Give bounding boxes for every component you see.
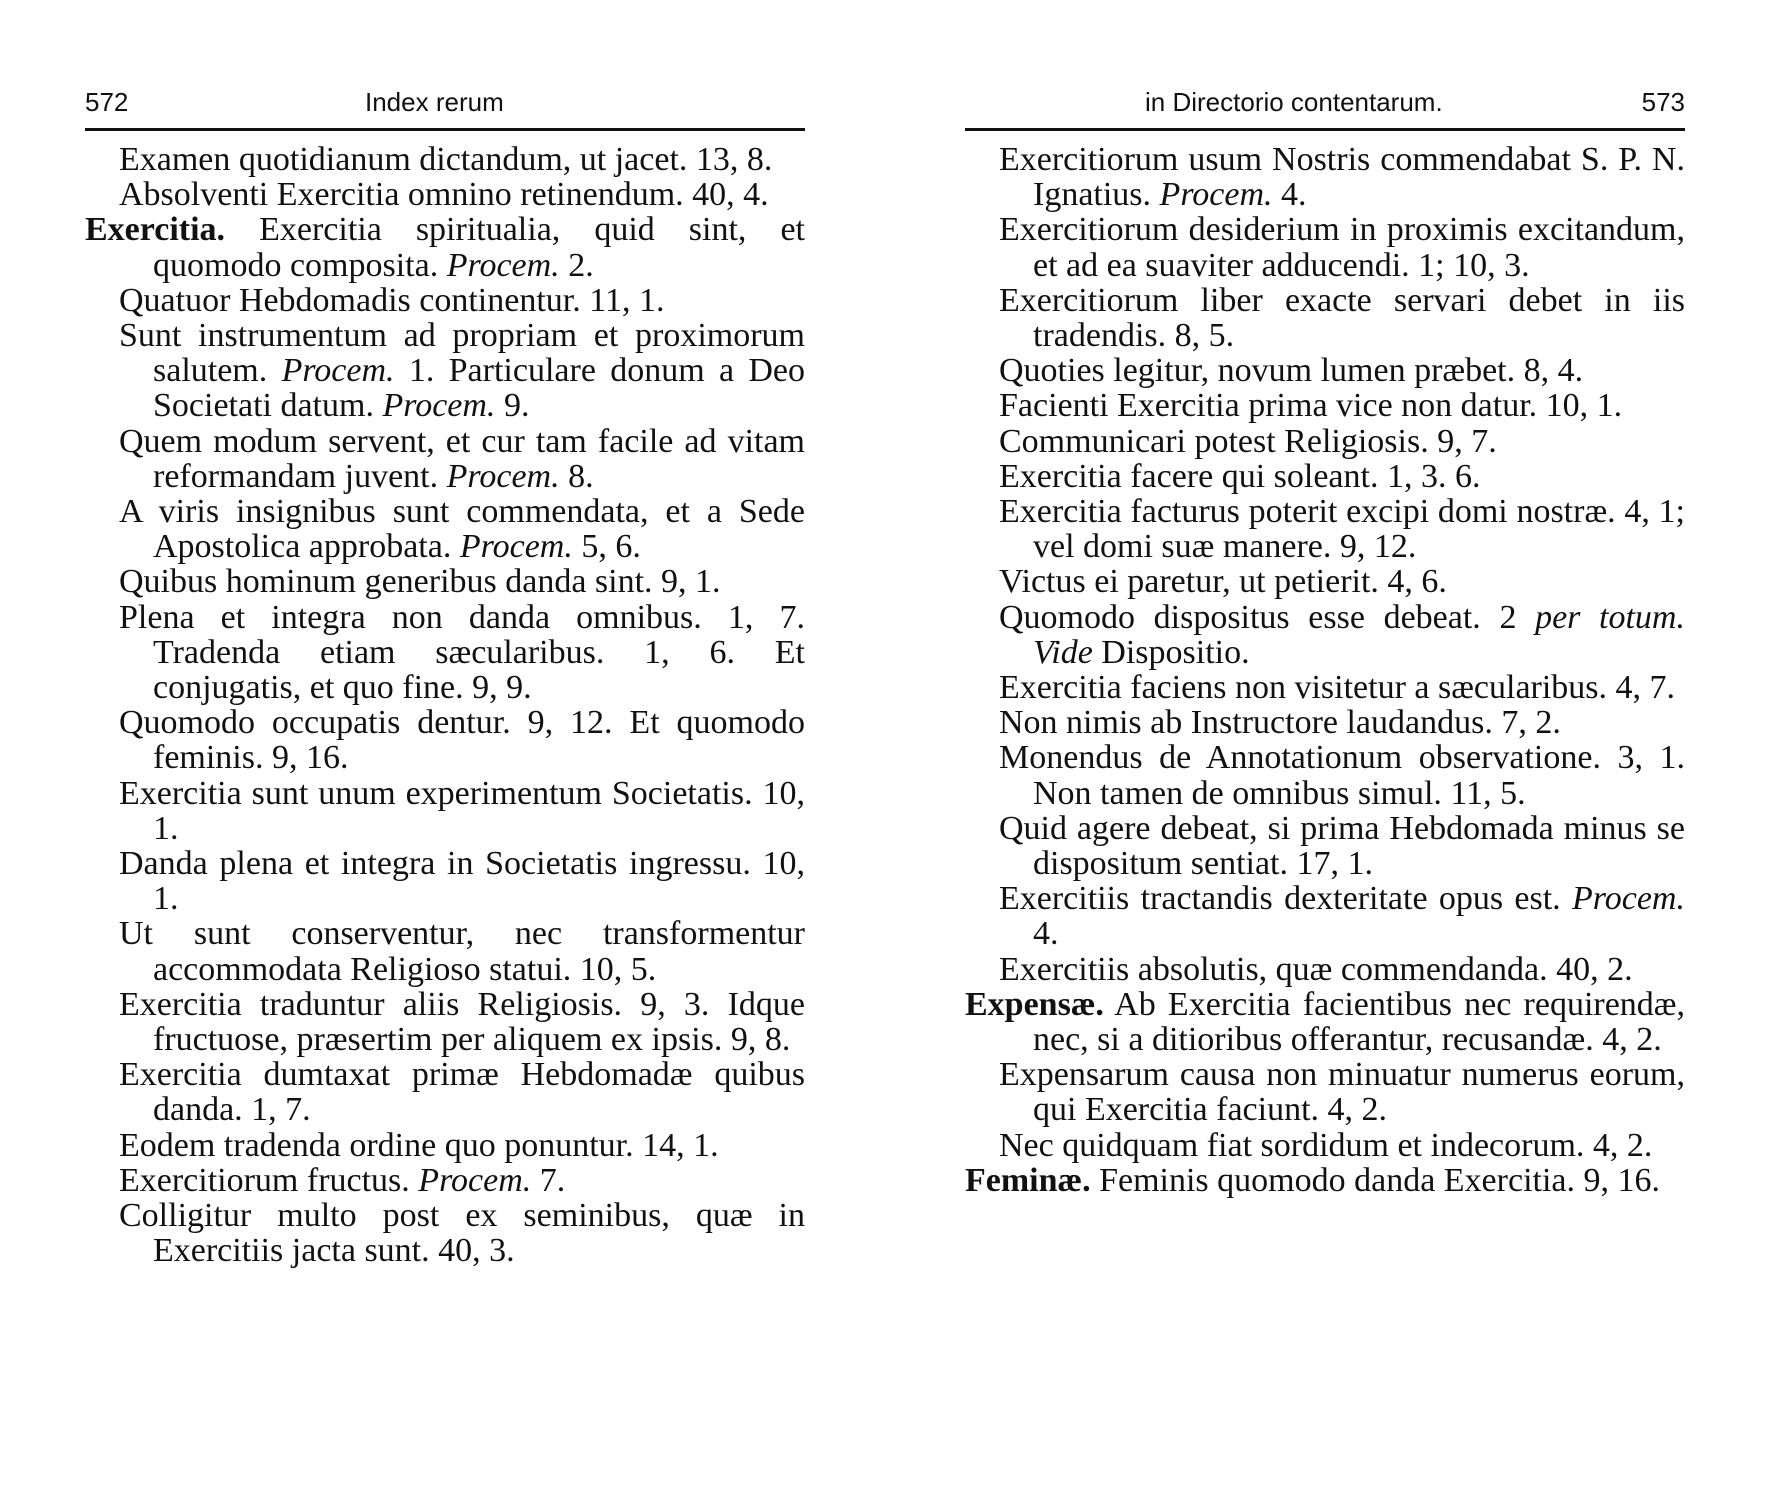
- index-entry: Expensarum causa non minuatur numerus eorum, qui Exercitia faciunt. 4, 2.: [999, 1056, 1685, 1129]
- right-page: [965, 0, 1685, 1500]
- page-header: [85, 82, 805, 122]
- index-entry: Quibus hominum generibus danda sint. 9, 1.: [119, 563, 721, 601]
- index-headword: Feminæ.: [965, 1161, 1091, 1199]
- index-main-entry: Exercitia. Exercitia spiritualia, quid sint, et quomodo composita. Procem. 2.: [85, 211, 805, 284]
- index-entry: Eodem tradenda ordine quo ponuntur. 14, 1.: [119, 1126, 719, 1164]
- page-number: 572: [85, 87, 129, 117]
- index-main-entry: Expensæ. Ab Exercitia facientibus nec requirendæ, nec, si a ditioribus offerantur, recusandæ. 4, 2.: [965, 985, 1685, 1059]
- index-entry: Exercitia facere qui soleant. 1, 3. 6.: [999, 457, 1481, 495]
- index-entries: [965, 142, 1685, 1198]
- index-main-entry: Feminæ. Feminis quomodo danda Exercitia. 9, 16.: [965, 1161, 1660, 1199]
- index-entries: [85, 142, 805, 1269]
- index-entry: Exercitia facturus poterit excipi domi nostræ. 4, 1; vel domi suæ manere. 9, 12.: [999, 493, 1685, 566]
- index-entry: Quoties legitur, novum lumen præbet. 8, 4.: [999, 352, 1584, 390]
- index-entry: Ut sunt conserventur, nec transformentur accommodata Religioso statui. 10, 5.: [119, 915, 805, 988]
- index-entry: Nec quidquam fiat sordidum et indecorum. 4, 2.: [999, 1126, 1653, 1164]
- index-entry: Exercitiis absolutis, quæ commendanda. 40, 2.: [999, 950, 1633, 988]
- index-entry: Quid agere debeat, si prima Hebdomada minus se dispositum sentiat. 17, 1.: [999, 809, 1685, 883]
- page-number: 573: [1641, 87, 1685, 117]
- index-entry: Exercitiorum liber exacte servari debet in iis tradendis. 8, 5.: [999, 281, 1685, 355]
- left-page: [85, 0, 805, 1500]
- index-entry: Exercitia sunt unum experimentum Societatis. 10, 1.: [119, 774, 805, 847]
- index-entry: Colligitur multo post ex seminibus, quæ in Exercitiis jacta sunt. 40, 3.: [119, 1197, 805, 1270]
- running-title: Index rerum: [365, 87, 504, 117]
- index-entry: Examen quotidianum dictandum, ut jacet. 13, 8.: [119, 141, 773, 178]
- index-entry: Quomodo dispositus esse debeat. 2 per totum. Vide Dispositio.: [999, 598, 1685, 671]
- index-entry: A viris insignibus sunt commendata, et a Sede Apostolica approbata. Procem. 5, 6.: [119, 493, 805, 566]
- index-entry: Exercitiorum fructus. Procem. 7.: [119, 1161, 566, 1199]
- index-entry: Exercitiis tractandis dexteritate opus est. Procem. 4.: [999, 880, 1685, 953]
- index-entry: Quatuor Hebdomadis continentur. 11, 1.: [119, 281, 665, 319]
- header-rule: [85, 128, 805, 131]
- index-entry: Plena et integra non danda omnibus. 1, 7. Tradenda etiam sæcularibus. 1, 6. Et conjugatis, et quo fine. 9, 9.: [119, 598, 805, 707]
- index-entry: Danda plena et integra in Societatis ingressu. 10, 1.: [119, 845, 805, 918]
- index-entry: Non nimis ab Instructore laudandus. 7, 2.: [999, 704, 1561, 742]
- index-entry: Exercitiorum desiderium in proximis excitandum, et ad ea suaviter adducendi. 1; 10, 3.: [999, 211, 1685, 284]
- index-entry: Sunt instrumentum ad propriam et proximorum salutem. Procem. 1. Particulare donum a Deo Societati datum. Procem. 9.: [119, 317, 805, 425]
- index-entry: Exercitiorum usum Nostris commendabat S. P. N. Ignatius. Procem. 4.: [999, 141, 1685, 214]
- index-entry: Quomodo occupatis dentur. 9, 12. Et quomodo feminis. 9, 16.: [119, 704, 805, 777]
- index-headword: Expensæ.: [965, 985, 1104, 1023]
- index-entry: Victus ei paretur, ut petierit. 4, 6.: [999, 563, 1447, 601]
- index-entry: Exercitia dumtaxat primæ Hebdomadæ quibus danda. 1, 7.: [119, 1056, 805, 1129]
- index-entry: Exercitia faciens non visitetur a sæcularibus. 4, 7.: [999, 669, 1676, 707]
- running-title: in Directorio contentarum.: [1145, 87, 1443, 117]
- index-headword: Exercitia.: [85, 211, 226, 249]
- index-entry: Monendus de Annotationum observatione. 3, 1. Non tamen de omnibus simul. 11, 5.: [999, 739, 1685, 812]
- header-rule: [965, 128, 1685, 131]
- index-entry: Facienti Exercitia prima vice non datur. 10, 1.: [999, 387, 1623, 425]
- page-header: [965, 82, 1685, 122]
- index-entry: Absolventi Exercitia omnino retinendum. 40, 4.: [119, 176, 769, 214]
- index-entry: Communicari potest Religiosis. 9, 7.: [999, 422, 1497, 460]
- index-entry: Quem modum servent, et cur tam facile ad vitam reformandam juvent. Procem. 8.: [119, 422, 805, 495]
- index-entry: Exercitia traduntur aliis Religiosis. 9, 3. Idque fructuose, præsertim per aliquem ex ipsis. 9, 8.: [119, 985, 805, 1059]
